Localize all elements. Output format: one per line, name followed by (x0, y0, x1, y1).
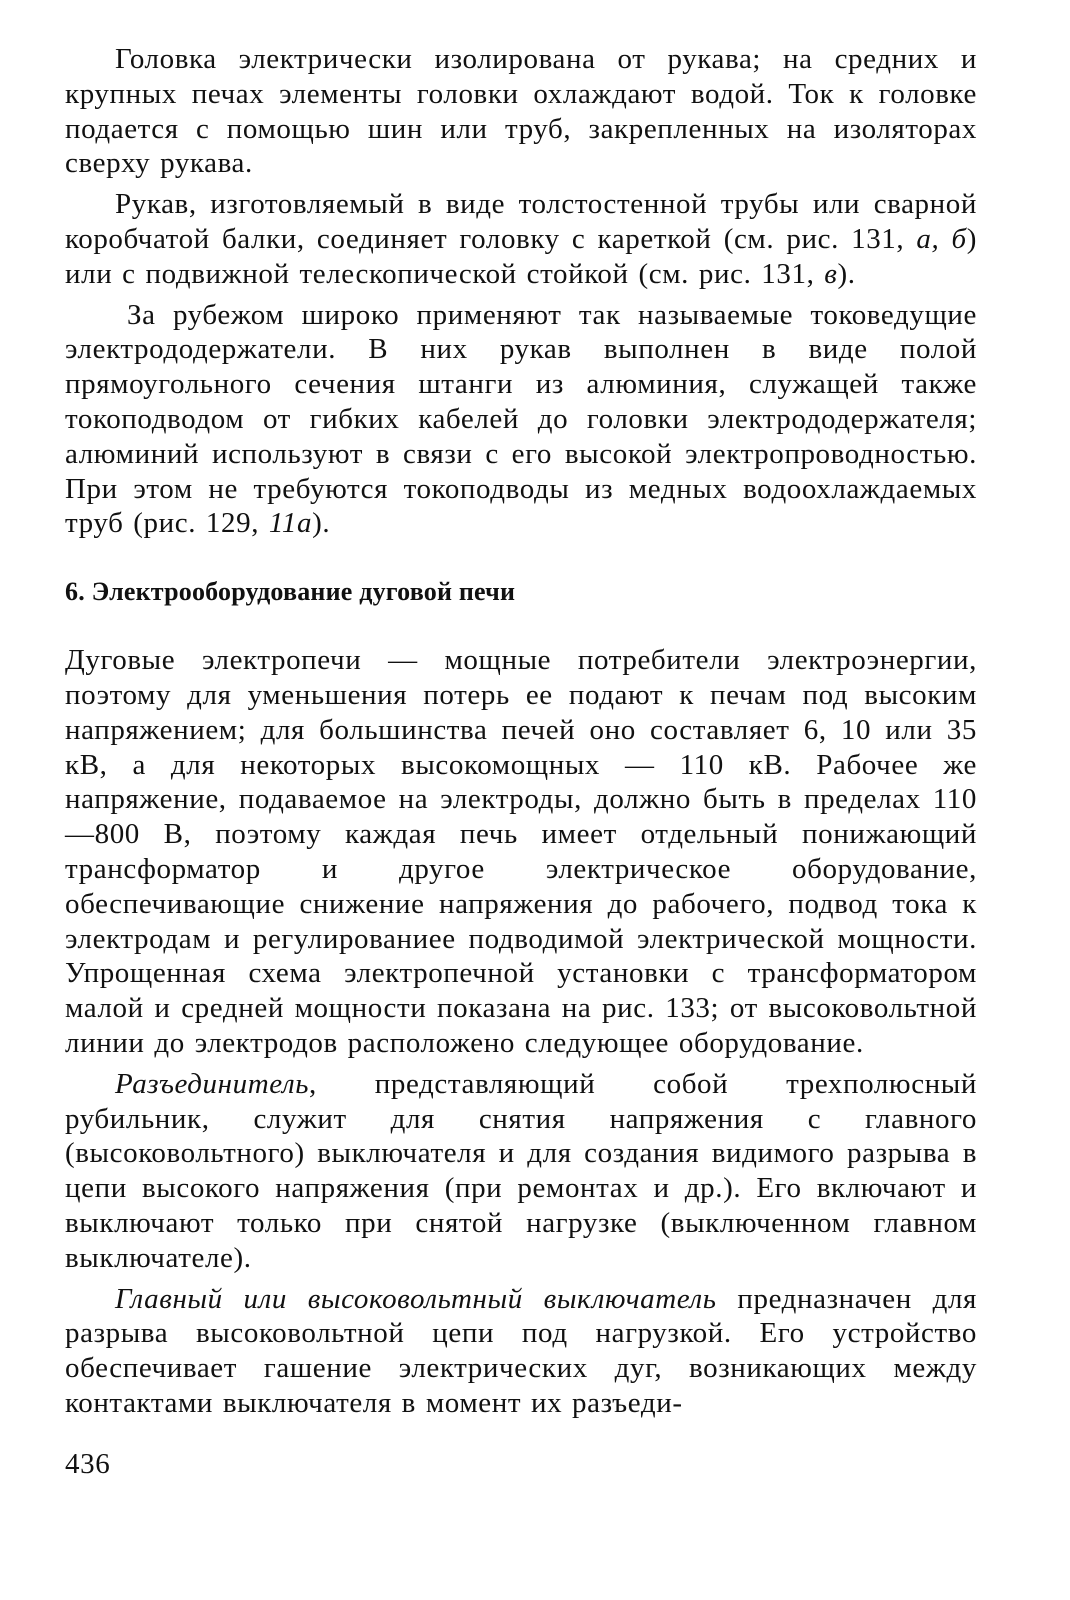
figure-reference: 11а (268, 507, 313, 540)
paragraph-text: ). (837, 257, 856, 290)
paragraph-current-carrying (65, 298, 977, 542)
paragraph-text: За рубежом широко применяют так называемые токоведущие электрододержатели. В них рукав выполнен в виде полой прямоугольного сечения штанги из алюминия, служащей также токоподводом от гибких кабелей до головки электрододержателя; алюминий используют в связи с его высокой электропроводностью. При этом не требуются токоподводы из медных водоохлаждаемых труб (рис. 129, (65, 298, 977, 540)
paragraph-arc-furnaces (65, 643, 977, 1061)
figure-reference: в (824, 257, 838, 290)
paragraph-text: Дуговые электропечи — мощные потребители электроэнергии, поэтому для уменьшения потерь ее подают к печам под высоким напряжением; для большинства печей оно составляет 6, 10 или 35 кВ, а для некоторых высокомощных — 110 кВ. Рабочее же напряжение, подаваемое на электроды, должно быть в пределах 110—800 В, поэтому каждая печь имеет отдельный понижающий трансформатор и другое электрическое оборудование, обеспечивающие снижение напряжения до рабочего, подвод тока к электродам и регулированиее подводимой электрической мощности. Упрощенная схема электропечной установки с трансформатором малой и средней мощности показана на рис. 133; от высоковольтной линии до электродов расположено следующее оборудование. (65, 644, 977, 1059)
term: Разъединитель (115, 1067, 310, 1100)
paragraph-main-switch (65, 1282, 977, 1421)
page-body (65, 42, 977, 1421)
term: Главный или высоковольтный выключатель (115, 1282, 717, 1315)
page-number: 436 (65, 1448, 111, 1480)
section-heading: 6. Электрооборудование дуговой печи (65, 577, 516, 607)
paragraph-text: Рукав, изготовляемый в виде толстостенной трубы или сварной коробчатой балки, соединяет головку с кареткой (см. рис. 131, (65, 188, 977, 255)
paragraph-arm (65, 187, 977, 291)
paragraph-text: Головка электрически изолирована от рукава; на средних и крупных печах элементы головки охлаждают водой. Ток к головке подается с помощью шин или труб, закрепленных на изоляторах сверху рукава. (65, 43, 977, 180)
figure-reference: а, б (916, 222, 967, 255)
paragraph-head-insulation (65, 42, 977, 181)
paragraph-text: ) или с подвижной телескопической стойкой (см. рис. 131, (65, 222, 977, 290)
paragraph-text: предназначен для разрыва высоковольтной цепи под нагрузкой. Его устройство обеспечивает гашение электрических дуг, возникающих между контактами выключателя в момент их разъеди- (65, 1282, 977, 1419)
paragraph-disconnector (65, 1067, 977, 1276)
paragraph-text: ). (312, 507, 331, 540)
paragraph-text: , представляющий собой трехполюсный рубильник, служит для снятия напряжения с главного (высоковольтного) выключателя и для создания видимого разрыва в цепи высокого напряжения (при ремонтах и др.). Его включают и выключают только при снятой нагрузке (выключенном главном выключателе). (65, 1067, 977, 1274)
